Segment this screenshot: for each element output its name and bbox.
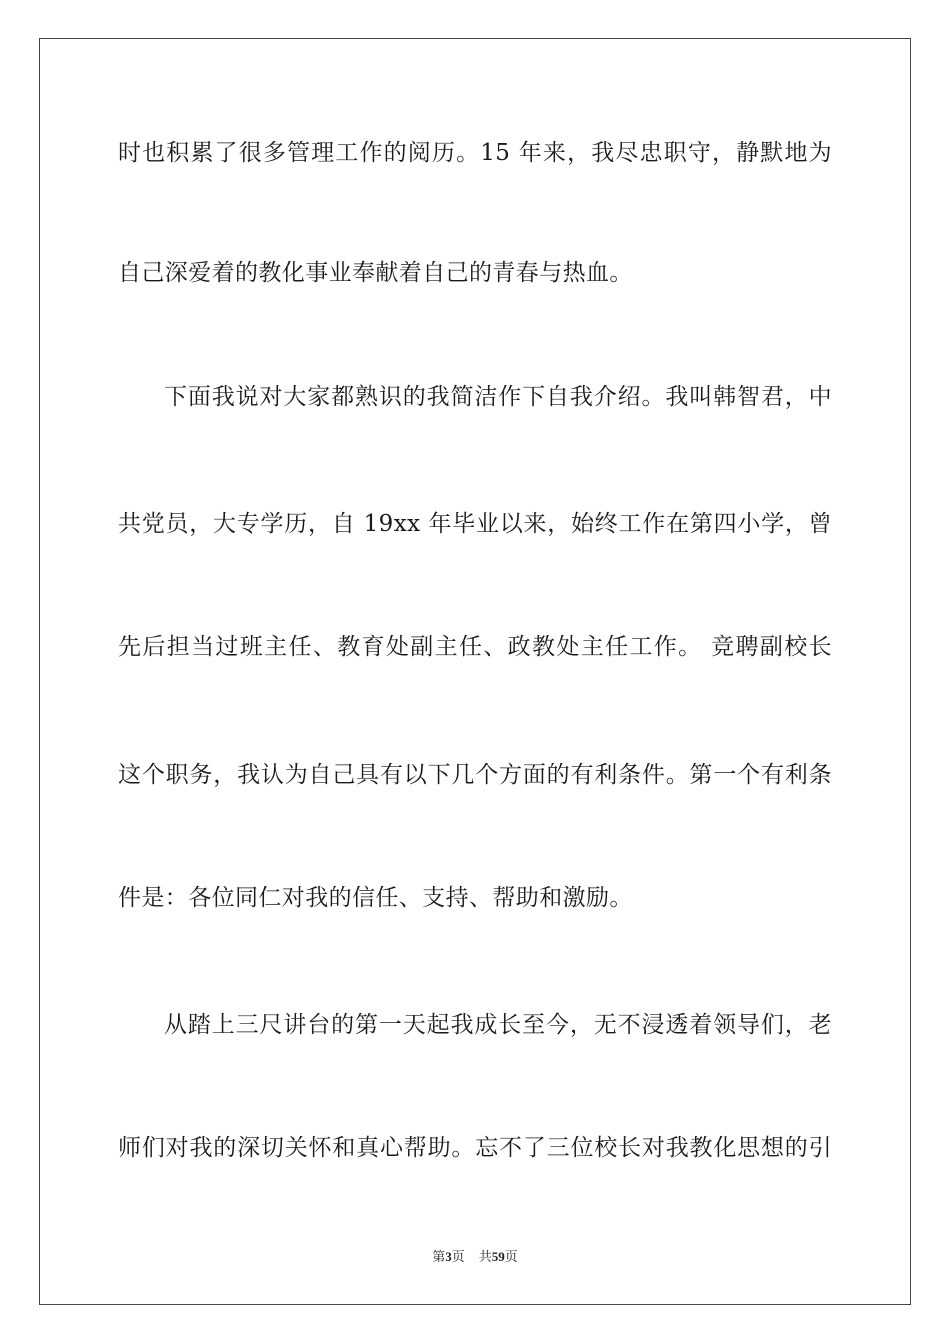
paragraph-line: 先后担当过班主任、教育处副主任、政教处主任工作。 竞聘副校长 xyxy=(118,634,832,660)
page-border xyxy=(39,38,911,1305)
paragraph-line: 时也积累了很多管理工作的阅历。15 年来，我尽忠职守，静默地为 xyxy=(118,140,832,166)
page-footer xyxy=(0,1248,950,1266)
page-label-suffix: 页 xyxy=(451,1249,465,1264)
paragraph-line: 件是：各位同仁对我的信任、支持、帮助和激励。 xyxy=(118,885,633,911)
page-label-prefix: 第 xyxy=(432,1249,446,1264)
paragraph-line: 师们对我的深切关怀和真心帮助。忘不了三位校长对我教化思想的引 xyxy=(118,1135,832,1161)
total-label-suffix: 页 xyxy=(504,1249,518,1264)
paragraph-line: 下面我说对大家都熟识的我简洁作下自我介绍。我叫韩智君，中 xyxy=(164,384,832,410)
total-label-prefix: 共 xyxy=(478,1249,492,1264)
paragraph-line: 这个职务，我认为自己具有以下几个方面的有利条件。第一个有利条 xyxy=(118,762,832,788)
total-page-count: 59 xyxy=(491,1249,505,1264)
paragraph-line: 共党员，大专学历，自 19xx 年毕业以来，始终工作在第四小学，曾 xyxy=(118,511,832,537)
paragraph-line: 自己深爱着的教化事业奉献着自己的青春与热血。 xyxy=(118,260,633,286)
paragraph-line: 从踏上三尺讲台的第一天起我成长至今，无不浸透着领导们，老 xyxy=(164,1012,832,1038)
current-page-number: 3 xyxy=(445,1249,452,1264)
